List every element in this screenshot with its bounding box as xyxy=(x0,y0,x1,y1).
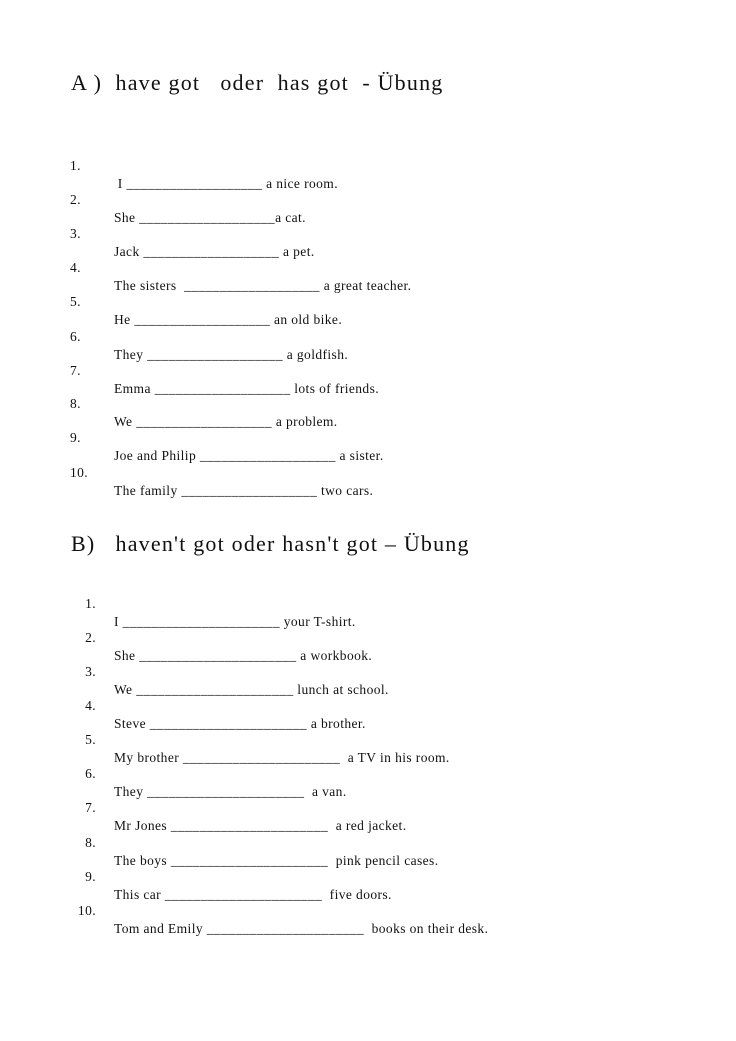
section-a-heading: A ) have got oder has got - Übung xyxy=(71,70,444,95)
item-number: 3. xyxy=(70,226,81,241)
item-number: 2. xyxy=(85,630,96,645)
item-sentence: We ______________________ lunch at school. xyxy=(114,682,389,697)
item-sentence: This car ______________________ five doors. xyxy=(114,887,392,902)
section-b-heading: B) haven't got oder hasn't got – Übung xyxy=(71,531,470,556)
item-sentence: Steve ______________________ a brother. xyxy=(114,716,366,731)
item-sentence: Emma ___________________ lots of friends. xyxy=(114,381,380,396)
item-number: 5. xyxy=(70,294,81,309)
item-sentence: I ___________________ a nice room. xyxy=(114,176,338,191)
item-number: 2. xyxy=(70,192,81,207)
item-sentence: Joe and Philip ___________________ a sister. xyxy=(114,448,384,463)
item-number: 1. xyxy=(85,596,96,611)
item-sentence: My brother ______________________ a TV in his room. xyxy=(114,750,450,765)
item-number: 9. xyxy=(85,869,96,884)
item-number: 8. xyxy=(85,835,96,850)
item-number: 7. xyxy=(85,800,96,815)
item-sentence: Tom and Emily ______________________ books on their desk. xyxy=(114,921,489,936)
item-sentence: The boys ______________________ pink pencil cases. xyxy=(114,853,439,868)
item-number: 5. xyxy=(85,732,96,747)
item-number: 10. xyxy=(77,903,96,918)
item-number: 9. xyxy=(70,430,81,445)
item-number: 6. xyxy=(85,766,96,781)
item-sentence: Jack ___________________ a pet. xyxy=(114,244,315,259)
item-number: 3. xyxy=(85,664,96,679)
item-number: 4. xyxy=(85,698,96,713)
item-number: 8. xyxy=(70,396,81,411)
item-number: 4. xyxy=(70,260,81,275)
item-sentence: I ______________________ your T-shirt. xyxy=(114,614,356,629)
item-number: 6. xyxy=(70,329,81,344)
item-sentence: The sisters ___________________ a great teacher. xyxy=(114,278,412,293)
item-number: 1. xyxy=(70,158,81,173)
item-sentence: They ______________________ a van. xyxy=(114,784,347,799)
item-sentence: We ___________________ a problem. xyxy=(114,414,338,429)
item-number: 10. xyxy=(70,465,89,480)
item-sentence: They ___________________ a goldfish. xyxy=(114,347,349,362)
item-sentence: She ___________________a cat. xyxy=(114,210,306,225)
item-sentence: Mr Jones ______________________ a red jacket. xyxy=(114,818,407,833)
item-sentence: The family ___________________ two cars. xyxy=(114,483,374,498)
item-sentence: She ______________________ a workbook. xyxy=(114,648,373,663)
item-number: 7. xyxy=(70,363,81,378)
item-sentence: He ___________________ an old bike. xyxy=(114,312,343,327)
